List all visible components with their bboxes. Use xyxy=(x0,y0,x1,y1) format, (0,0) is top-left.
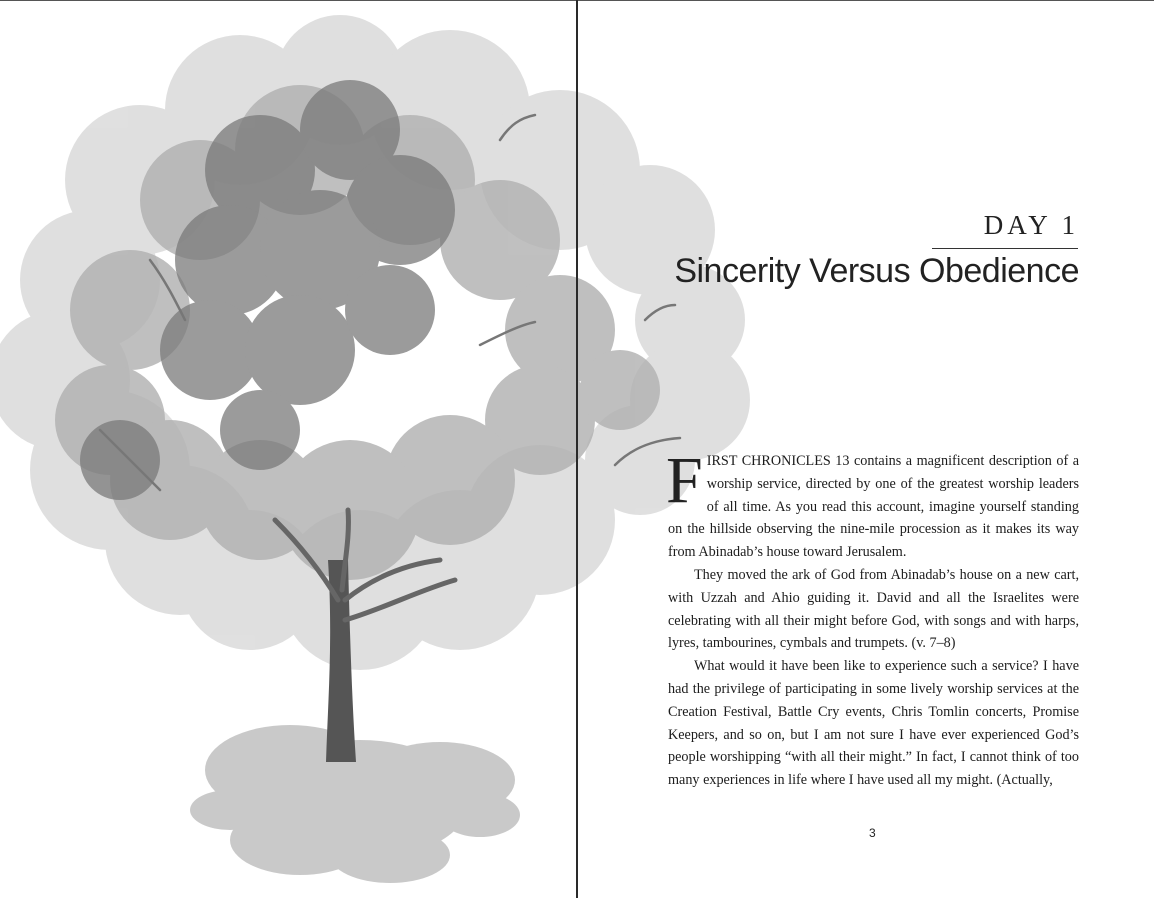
paragraph-1 xyxy=(666,444,1079,564)
book-spine-divider xyxy=(576,0,578,898)
right-page xyxy=(578,0,1154,898)
paragraph-3: What would it have been like to experience such a service? I have had the privilege of participating in some lively worship services at the Creation Festival, Battle Cry events, Chris Tomlin concerts, Promise Keepers, and so on, but I am not sure I have ever experienced God’s people worshipping “with all their might.” In fact, I cannot think of too many experiences in life where I have used all my might. (Actually, xyxy=(668,658,1079,789)
paragraph-1-text: IRST CHRONICLES 13 contains a magnificent description of a worship service, directed by one of the greatest worship leaders of all time. As you read this account, imagine yourself standing on the hillside observing the nine-mile procession as it makes its way from Abinadab’s house toward Jerusalem. xyxy=(668,453,1079,561)
page-number: 3 xyxy=(869,826,876,840)
paragraph-2: They moved the ark of God from Abinadab’s house on a new cart, with Uzzah and Ahio guiding it. David and all the Israelites were celebrating with all their might before God, with songs and with harps, lyres, tambourines, cymbals and trumpets. (v. 7–8) xyxy=(668,566,1079,652)
drop-cap: F xyxy=(666,444,703,517)
day-label: DAY 1 xyxy=(983,210,1079,240)
chapter-title: Sincerity Versus Obedience xyxy=(674,252,1079,290)
body-text xyxy=(666,444,1079,792)
title-rule xyxy=(932,248,1078,249)
